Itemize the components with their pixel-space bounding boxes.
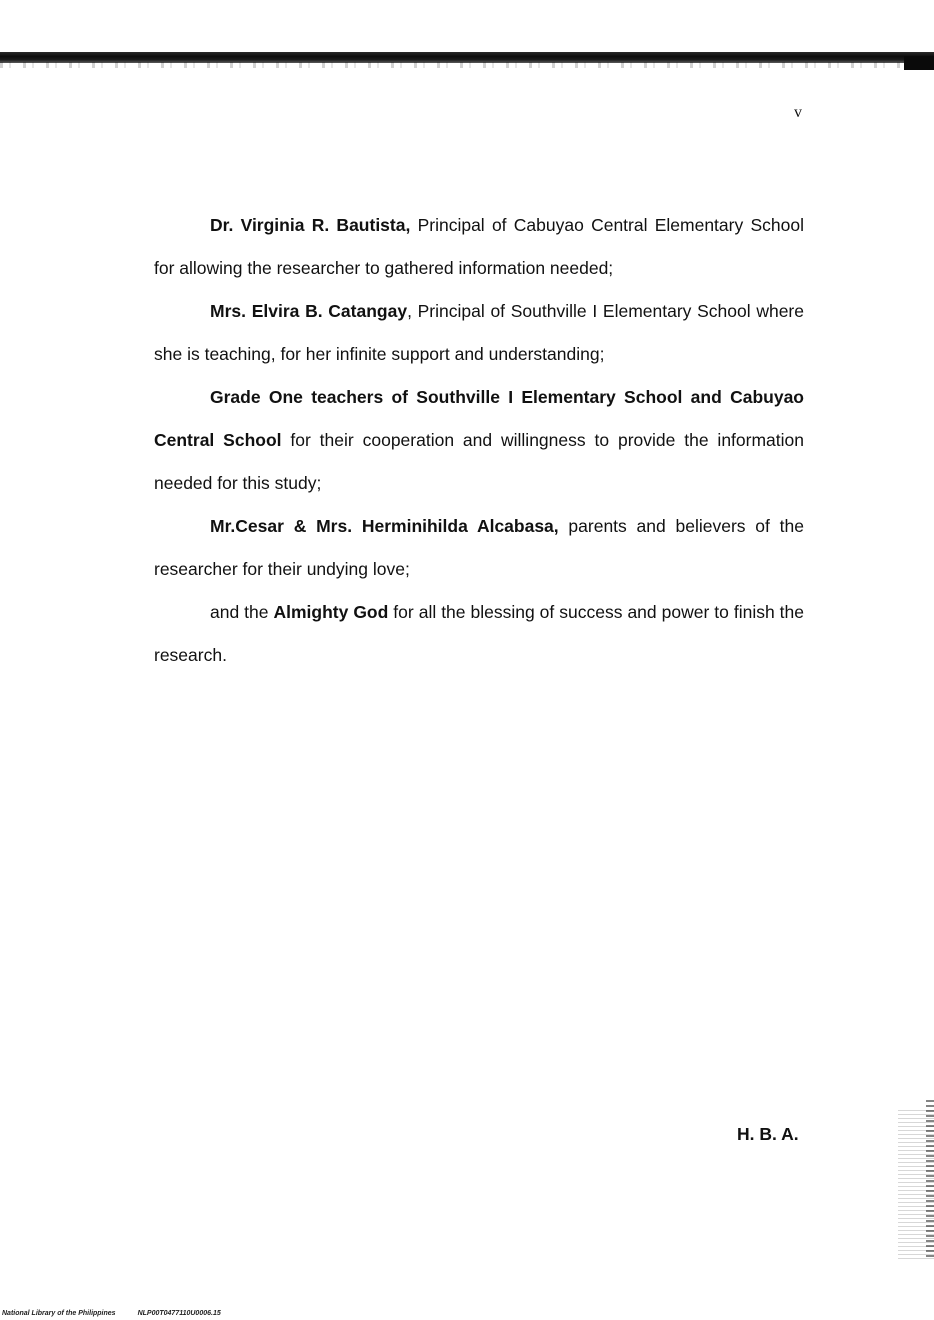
acknowledgment-text: , Principal of Southville I Elementary School where she is teaching, for her infinite support and understanding; (154, 301, 804, 364)
acknowledgment-paragraph (154, 290, 804, 376)
scan-footer (2, 1310, 221, 1317)
acknowledgment-text: Principal of Cabuyao Central Elementary School for allowing the researcher to gathered information needed; (154, 215, 804, 278)
acknowledgee-name: Dr. Virginia R. Bautista, (210, 215, 411, 235)
acknowledgee-name: Grade One teachers of Southville I Elementary School and Cabuyao Central School (154, 387, 804, 450)
acknowledgment-prefix: and the (210, 602, 274, 622)
acknowledgment-body (154, 204, 804, 677)
acknowledgment-text: parents and believers of the researcher for their undying love; (154, 516, 804, 579)
library-name: National Library of the Philippines (2, 1310, 116, 1317)
scan-noise-top (0, 62, 934, 68)
acknowledgment-text: for their cooperation and willingness to provide the information needed for this study; (154, 430, 804, 493)
author-initials: H. B. A. (737, 1124, 799, 1144)
acknowledgment-paragraph (154, 376, 804, 505)
acknowledgee-name: Mr.Cesar & Mrs. Herminihilda Alcabasa, (210, 516, 559, 536)
acknowledgee-name: Mrs. Elvira B. Catangay (210, 301, 408, 321)
scan-border-corner (904, 56, 934, 70)
acknowledgment-paragraph (154, 505, 804, 591)
acknowledgment-text: for all the blessing of success and power to finish the research. (154, 602, 804, 665)
scan-noise-edge-right (926, 1100, 934, 1260)
acknowledgment-paragraph (154, 591, 804, 677)
document-code: NLP00T0477110U0006.15 (137, 1310, 221, 1317)
page-number: v (794, 104, 802, 121)
acknowledgee-name: Almighty God (273, 602, 389, 622)
acknowledgment-paragraph (154, 204, 804, 290)
